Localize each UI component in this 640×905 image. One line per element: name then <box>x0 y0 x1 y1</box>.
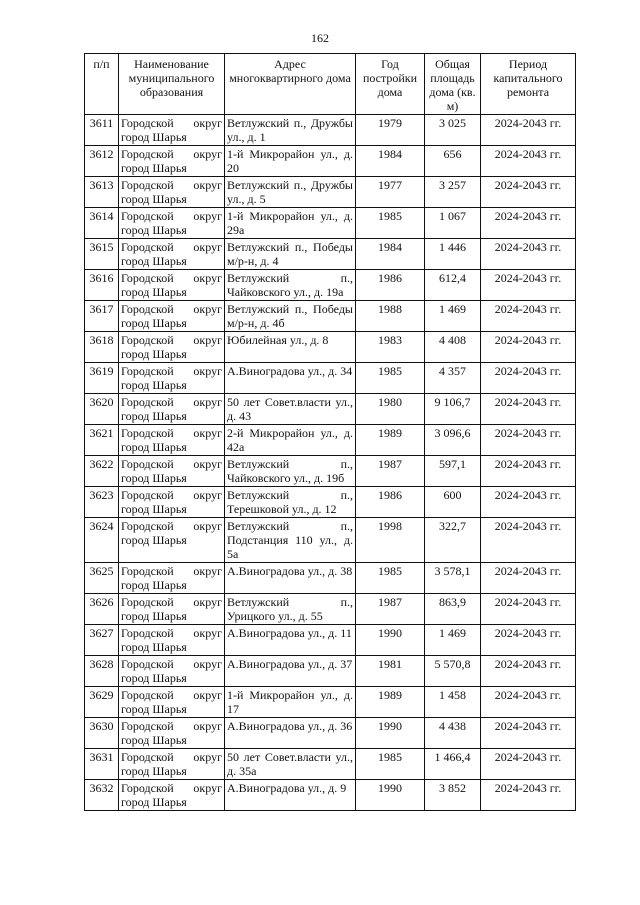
row-number: 3631 <box>85 749 119 780</box>
row-number: 3616 <box>85 270 119 301</box>
row-number: 3617 <box>85 301 119 332</box>
year-cell: 1987 <box>356 456 425 487</box>
area-cell: 5 570,8 <box>425 656 481 687</box>
address-cell: А.Виноградова ул., д. 9 <box>225 780 356 811</box>
address-cell: Ветлужский п., Чайковского ул., д. 19б <box>225 456 356 487</box>
row-number: 3623 <box>85 487 119 518</box>
area-cell: 4 357 <box>425 363 481 394</box>
address-cell: Ветлужский п., Урицкого ул., д. 55 <box>225 594 356 625</box>
municipality-cell: Городской округ город Шарья <box>119 146 225 177</box>
period-cell: 2024-2043 гг. <box>481 456 576 487</box>
table-header-row <box>85 54 576 115</box>
table-row <box>85 239 576 270</box>
year-cell: 1986 <box>356 487 425 518</box>
municipality-cell: Городской округ город Шарья <box>119 394 225 425</box>
address-cell: А.Виноградова ул., д. 38 <box>225 563 356 594</box>
address-cell: А.Виноградова ул., д. 11 <box>225 625 356 656</box>
year-cell: 1988 <box>356 301 425 332</box>
address-cell: 50 лет Совет.власти ул., д. 35а <box>225 749 356 780</box>
header-num: п/п <box>85 54 119 115</box>
period-cell: 2024-2043 гг. <box>481 780 576 811</box>
period-cell: 2024-2043 гг. <box>481 687 576 718</box>
period-cell: 2024-2043 гг. <box>481 563 576 594</box>
municipality-cell: Городской округ город Шарья <box>119 363 225 394</box>
period-cell: 2024-2043 гг. <box>481 177 576 208</box>
area-cell: 1 067 <box>425 208 481 239</box>
municipality-cell: Городской округ город Шарья <box>119 425 225 456</box>
row-number: 3613 <box>85 177 119 208</box>
table-row <box>85 518 576 563</box>
address-cell: А.Виноградова ул., д. 36 <box>225 718 356 749</box>
year-cell: 1984 <box>356 146 425 177</box>
address-cell: 1-й Микрорайон ул., д. 29а <box>225 208 356 239</box>
table-row <box>85 146 576 177</box>
municipality-cell: Городской округ город Шарья <box>119 239 225 270</box>
period-cell: 2024-2043 гг. <box>481 146 576 177</box>
table-row <box>85 656 576 687</box>
year-cell: 1986 <box>356 270 425 301</box>
year-cell: 1980 <box>356 394 425 425</box>
header-area: Общая площадь дома (кв. м) <box>425 54 481 115</box>
table-row <box>85 425 576 456</box>
municipality-cell: Городской округ город Шарья <box>119 625 225 656</box>
area-cell: 1 469 <box>425 301 481 332</box>
row-number: 3626 <box>85 594 119 625</box>
header-address: Адрес многоквартирного дома <box>225 54 356 115</box>
period-cell: 2024-2043 гг. <box>481 718 576 749</box>
table-row <box>85 780 576 811</box>
address-cell: А.Виноградова ул., д. 37 <box>225 656 356 687</box>
municipality-cell: Городской округ город Шарья <box>119 456 225 487</box>
year-cell: 1983 <box>356 332 425 363</box>
period-cell: 2024-2043 гг. <box>481 115 576 146</box>
table-row <box>85 115 576 146</box>
table-row <box>85 594 576 625</box>
year-cell: 1981 <box>356 656 425 687</box>
area-cell: 656 <box>425 146 481 177</box>
period-cell: 2024-2043 гг. <box>481 749 576 780</box>
area-cell: 600 <box>425 487 481 518</box>
table-row <box>85 718 576 749</box>
year-cell: 1984 <box>356 239 425 270</box>
table-row <box>85 208 576 239</box>
municipality-cell: Городской округ город Шарья <box>119 115 225 146</box>
municipality-cell: Городской округ город Шарья <box>119 487 225 518</box>
municipality-cell: Городской округ город Шарья <box>119 270 225 301</box>
area-cell: 4 438 <box>425 718 481 749</box>
row-number: 3618 <box>85 332 119 363</box>
municipality-cell: Городской округ город Шарья <box>119 594 225 625</box>
row-number: 3632 <box>85 780 119 811</box>
address-cell: 2-й Микрорайон ул., д. 42а <box>225 425 356 456</box>
area-cell: 3 852 <box>425 780 481 811</box>
area-cell: 863,9 <box>425 594 481 625</box>
address-cell: Ветлужский п., Победы м/р-н, д. 4б <box>225 301 356 332</box>
page-number: 162 <box>311 31 329 45</box>
year-cell: 1985 <box>356 208 425 239</box>
area-cell: 3 096,6 <box>425 425 481 456</box>
table-row <box>85 301 576 332</box>
table-row <box>85 749 576 780</box>
row-number: 3624 <box>85 518 119 563</box>
year-cell: 1990 <box>356 718 425 749</box>
municipality-cell: Городской округ город Шарья <box>119 301 225 332</box>
area-cell: 1 458 <box>425 687 481 718</box>
area-cell: 1 446 <box>425 239 481 270</box>
header-period: Период капитального ремонта <box>481 54 576 115</box>
row-number: 3622 <box>85 456 119 487</box>
area-cell: 3 257 <box>425 177 481 208</box>
municipality-cell: Городской округ город Шарья <box>119 656 225 687</box>
row-number: 3619 <box>85 363 119 394</box>
area-cell: 1 469 <box>425 625 481 656</box>
table-row <box>85 332 576 363</box>
municipality-cell: Городской округ город Шарья <box>119 780 225 811</box>
period-cell: 2024-2043 гг. <box>481 518 576 563</box>
address-cell: 1-й Микрорайон ул., д. 20 <box>225 146 356 177</box>
period-cell: 2024-2043 гг. <box>481 301 576 332</box>
row-number: 3628 <box>85 656 119 687</box>
area-cell: 3 578,1 <box>425 563 481 594</box>
year-cell: 1987 <box>356 594 425 625</box>
row-number: 3629 <box>85 687 119 718</box>
year-cell: 1989 <box>356 425 425 456</box>
header-municipality: Наименование муниципального образования <box>119 54 225 115</box>
municipality-cell: Городской округ город Шарья <box>119 718 225 749</box>
municipality-cell: Городской округ город Шарья <box>119 332 225 363</box>
table-row <box>85 625 576 656</box>
municipality-cell: Городской округ город Шарья <box>119 177 225 208</box>
address-cell: Ветлужский п., Дружбы ул., д. 1 <box>225 115 356 146</box>
period-cell: 2024-2043 гг. <box>481 656 576 687</box>
table-row <box>85 563 576 594</box>
municipality-cell: Городской округ город Шарья <box>119 208 225 239</box>
municipality-cell: Городской округ город Шарья <box>119 687 225 718</box>
period-cell: 2024-2043 гг. <box>481 208 576 239</box>
period-cell: 2024-2043 гг. <box>481 594 576 625</box>
row-number: 3612 <box>85 146 119 177</box>
area-cell: 1 466,4 <box>425 749 481 780</box>
table-row <box>85 456 576 487</box>
table-row <box>85 363 576 394</box>
table-body <box>85 115 576 811</box>
period-cell: 2024-2043 гг. <box>481 363 576 394</box>
municipality-cell: Городской округ город Шарья <box>119 518 225 563</box>
municipality-cell: Городской округ город Шарья <box>119 749 225 780</box>
row-number: 3627 <box>85 625 119 656</box>
area-cell: 612,4 <box>425 270 481 301</box>
row-number: 3615 <box>85 239 119 270</box>
area-cell: 322,7 <box>425 518 481 563</box>
table-row <box>85 687 576 718</box>
period-cell: 2024-2043 гг. <box>481 394 576 425</box>
year-cell: 1985 <box>356 749 425 780</box>
area-cell: 597,1 <box>425 456 481 487</box>
year-cell: 1990 <box>356 625 425 656</box>
address-cell: Ветлужский п., Победы м/р-н, д. 4 <box>225 239 356 270</box>
row-number: 3630 <box>85 718 119 749</box>
year-cell: 1985 <box>356 363 425 394</box>
address-cell: А.Виноградова ул., д. 34 <box>225 363 356 394</box>
period-cell: 2024-2043 гг. <box>481 425 576 456</box>
area-cell: 4 408 <box>425 332 481 363</box>
row-number: 3625 <box>85 563 119 594</box>
area-cell: 3 025 <box>425 115 481 146</box>
address-cell: Ветлужский п., Подстанция 110 ул., д. 5а <box>225 518 356 563</box>
address-cell: Ветлужский п., Чайковского ул., д. 19а <box>225 270 356 301</box>
housing-registry-table <box>84 53 576 811</box>
address-cell: 50 лет Совет.власти ул., д. 43 <box>225 394 356 425</box>
header-year: Год постройки дома <box>356 54 425 115</box>
table-row <box>85 177 576 208</box>
year-cell: 1979 <box>356 115 425 146</box>
area-cell: 9 106,7 <box>425 394 481 425</box>
table-row <box>85 394 576 425</box>
address-cell: Ветлужский п., Дружбы ул., д. 5 <box>225 177 356 208</box>
period-cell: 2024-2043 гг. <box>481 625 576 656</box>
year-cell: 1985 <box>356 563 425 594</box>
year-cell: 1989 <box>356 687 425 718</box>
period-cell: 2024-2043 гг. <box>481 270 576 301</box>
period-cell: 2024-2043 гг. <box>481 332 576 363</box>
year-cell: 1977 <box>356 177 425 208</box>
address-cell: Юбилейная ул., д. 8 <box>225 332 356 363</box>
year-cell: 1990 <box>356 780 425 811</box>
table-row <box>85 487 576 518</box>
period-cell: 2024-2043 гг. <box>481 239 576 270</box>
row-number: 3621 <box>85 425 119 456</box>
row-number: 3614 <box>85 208 119 239</box>
period-cell: 2024-2043 гг. <box>481 487 576 518</box>
municipality-cell: Городской округ город Шарья <box>119 563 225 594</box>
address-cell: Ветлужский п., Терешковой ул., д. 12 <box>225 487 356 518</box>
row-number: 3611 <box>85 115 119 146</box>
table-row <box>85 270 576 301</box>
row-number: 3620 <box>85 394 119 425</box>
address-cell: 1-й Микрорайон ул., д. 17 <box>225 687 356 718</box>
year-cell: 1998 <box>356 518 425 563</box>
